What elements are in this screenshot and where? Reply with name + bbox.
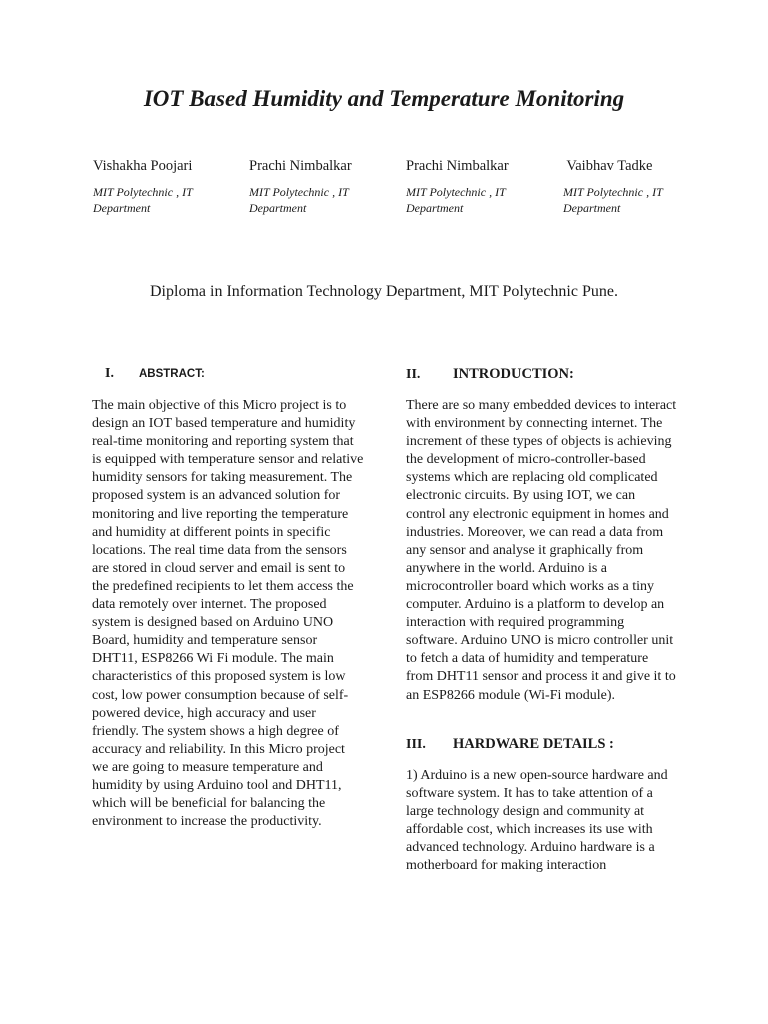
section-heading-hardware: [406, 736, 678, 758]
section-number: II.: [406, 367, 421, 382]
section-number: III.: [406, 736, 426, 752]
right-column: [406, 366, 678, 875]
author-name: Prachi Nimbalkar: [406, 158, 509, 174]
section-heading-abstract: [92, 366, 364, 388]
institution-line: Diploma in Information Technology Department, MIT Polytechnic Pune.: [150, 283, 618, 300]
author-block: [563, 157, 713, 216]
section-title: ABSTRACT:: [139, 368, 205, 380]
author-affiliation: [93, 184, 243, 216]
author-affiliation-line: Department: [406, 201, 464, 215]
author-name: Vishakha Poojari: [93, 158, 193, 174]
author-affiliation-line: Department: [563, 201, 621, 215]
introduction-paragraph: There are so many embedded devices to interact with environment by connecting internet. The increment of these types of objects is achieving the development of micro-controller-based systems which are replacing old complicated electronic circuits. By using IOT, we can control any electronic equipment in homes and industries. Moreover, we can read a data from any sensor and analyse it graphically from anywhere in the world. Arduino is a microcontroller board which works as a tiny computer. Arduino is a platform to develop an interaction with required programming software. Arduino UNO is micro controller unit to fetch a data of humidity and temperature from DHT11 sensor and process it and give it to an ESP8266 module (Wi-Fi module).: [406, 398, 677, 703]
section-heading-introduction: [406, 366, 678, 388]
author-affiliation-line: MIT Polytechnic , IT: [249, 185, 349, 199]
author-name: Prachi Nimbalkar: [249, 158, 352, 174]
author-affiliation-line: MIT Polytechnic , IT: [563, 185, 663, 199]
author-affiliation: [406, 184, 556, 216]
section-title: HARDWARE DETAILS :: [453, 735, 614, 752]
author-affiliation-line: Department: [249, 201, 307, 215]
left-column: [92, 366, 364, 831]
author-block: [406, 157, 556, 216]
author-affiliation-line: Department: [93, 201, 151, 215]
author-affiliation-line: MIT Polytechnic , IT: [93, 185, 193, 199]
author-block: [249, 157, 399, 216]
paper-title: IOT Based Humidity and Temperature Monitoring: [143, 86, 625, 111]
author-block: [93, 157, 243, 216]
author-affiliation: [249, 184, 399, 216]
hardware-paragraph: 1) Arduino is a new open-source hardware and software system. It has to take attention of a large technology design and community at affordable cost, which increases its use with advanced technology. Arduino hardware is a motherboard for making interaction: [406, 767, 668, 874]
author-affiliation: [563, 184, 713, 216]
author-affiliation-line: MIT Polytechnic , IT: [406, 185, 506, 199]
section-number: I.: [105, 366, 114, 381]
author-name: Vaibhav Tadke: [563, 158, 653, 174]
section-title: INTRODUCTION:: [453, 366, 574, 382]
abstract-paragraph: The main objective of this Micro project is to design an IOT based temperature and humidity real-time monitoring and reporting system that is equipped with temperature sensor and relative humidity sensors for taking measurement. The proposed system is an advanced solution for monitoring and live reporting the temperature and humidity at different points in specific locations. The real time data from the sensors are stored in cloud server and email is sent to the predefined recipients to let them access the data remotely over internet. The proposed system is designed based on Arduino UNO Board, humidity and temperature sensor DHT11, ESP8266 Wi Fi module. The main characteristics of this proposed system is low cost, low power consumption because of self-powered device, high accuracy and user friendly. The system shows a high degree of accuracy and reliability. In this Micro project we are going to measure temperature and humidity by using Arduino tool and DHT11, which will be beneficial for balancing the environment to increase the productivity.: [92, 398, 364, 830]
